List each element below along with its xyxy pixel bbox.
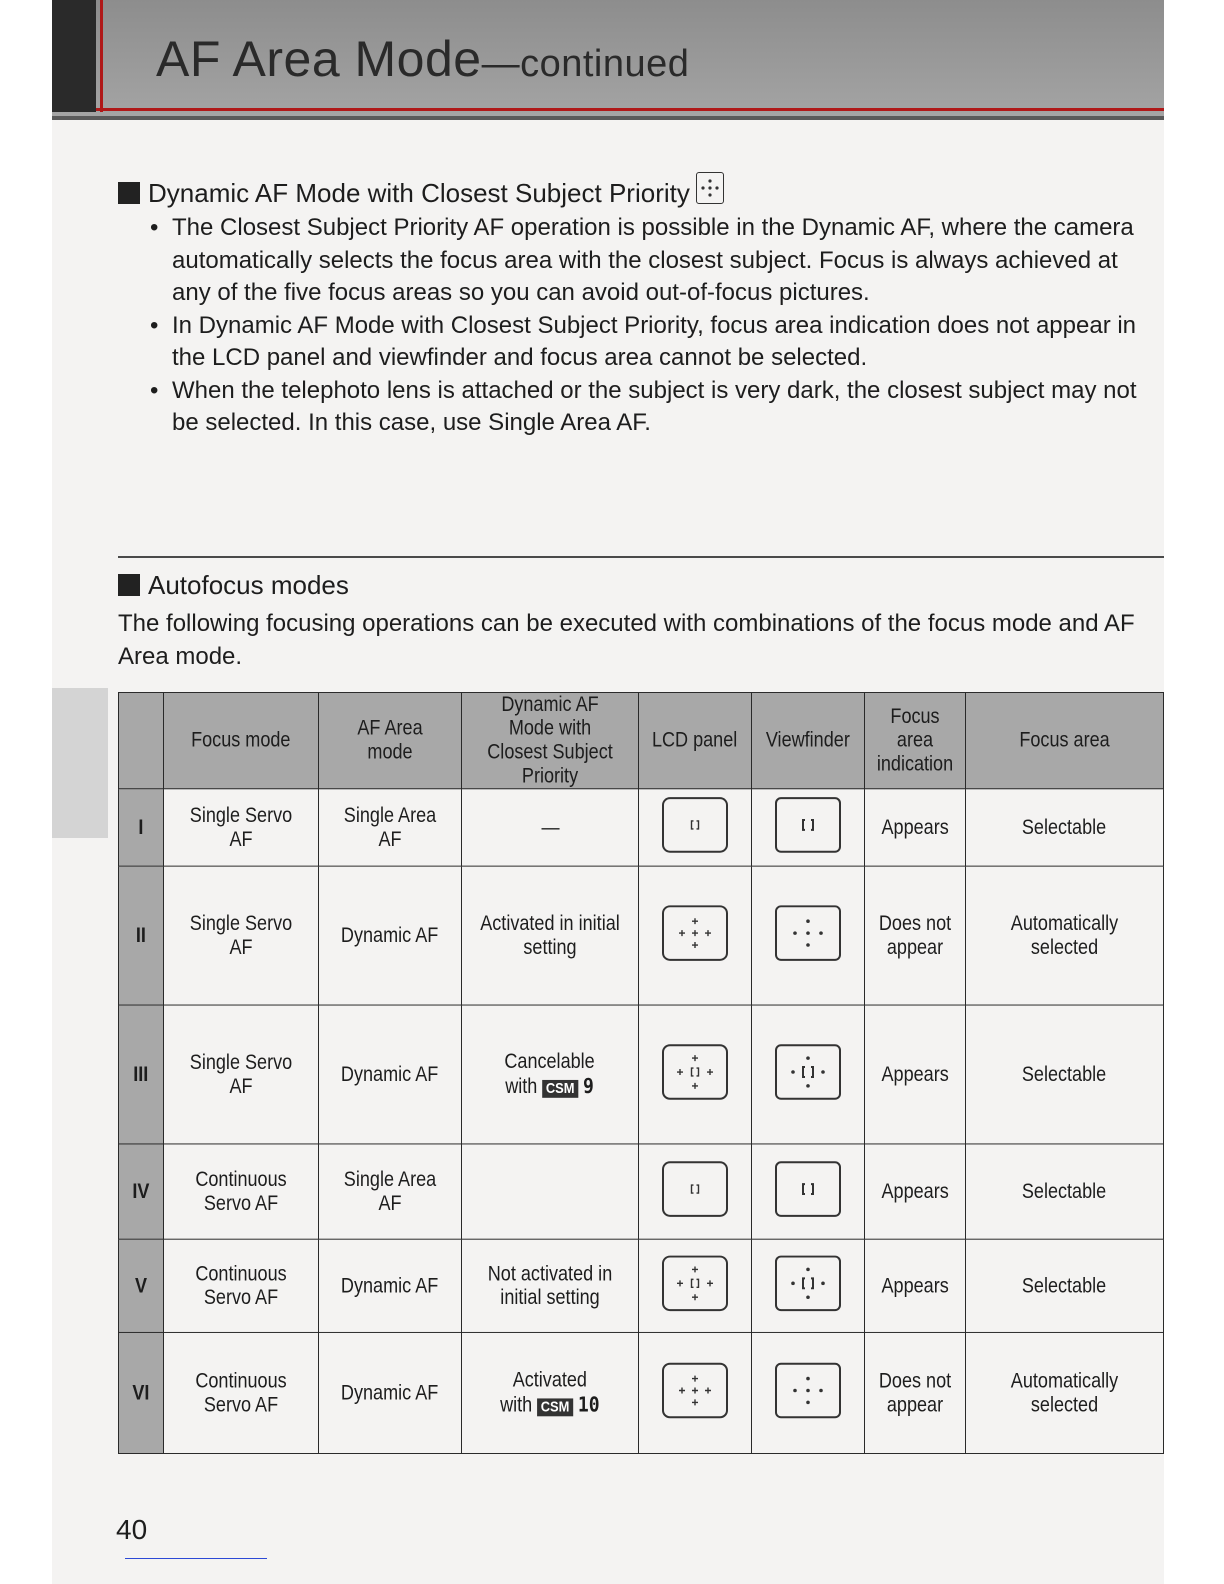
row-number-cell: III <box>119 1005 164 1144</box>
dynamic-prefix: Activated <box>512 1368 588 1392</box>
dynamic-priority-cell: — <box>462 789 639 866</box>
footer-link-line <box>125 1558 267 1559</box>
focus-area-indication-cell: Does not appear <box>865 866 966 1005</box>
af-area-mode-cell: Single Area AF <box>319 789 462 866</box>
viewfinder-cell <box>752 1144 865 1239</box>
dynamic-prefix: Cancelable <box>504 1050 596 1073</box>
focus-mode-cell: Single Servo AF <box>164 866 319 1005</box>
single-area-lcd-icon <box>662 1161 728 1217</box>
dynamic-lcd-icon <box>662 1044 728 1100</box>
focus-area-indication-cell: Does not appear <box>865 1332 966 1453</box>
af-area-mode-cell: Dynamic AF <box>319 1005 462 1144</box>
lcd-panel-cell <box>639 1144 752 1239</box>
focus-area-cell: Automatically selected <box>966 1332 1164 1453</box>
header-cell: Focus area indication <box>865 692 966 788</box>
page-number: 40 <box>116 1514 148 1545</box>
table-header-row <box>119 692 1164 788</box>
closest-subject-lcd-icon <box>662 1362 728 1418</box>
focus-area-cell: Selectable <box>966 1239 1164 1332</box>
section-divider <box>118 556 1164 558</box>
section2-intro: The following focusing operations can be executed with combinations of the focus mode and AF Area mode. <box>118 610 1135 670</box>
focus-area-indication-cell: Appears <box>865 789 966 866</box>
csm-icon: CSM <box>543 1080 579 1098</box>
closest-subject-vf-icon <box>775 905 841 961</box>
table-row <box>119 1239 1164 1332</box>
row-number-cell: I <box>119 789 164 866</box>
viewfinder-cell <box>752 789 865 866</box>
dynamic-vf-icon <box>775 1255 841 1311</box>
header-accent-line <box>100 0 103 112</box>
header-accent-rule <box>96 108 1164 111</box>
single-area-lcd-icon <box>662 797 728 853</box>
lcd-panel-cell <box>639 1332 752 1453</box>
focus-area-indication-cell: Appears <box>865 1005 966 1144</box>
title-main: AF Area Mode <box>156 31 482 87</box>
af-area-mode-cell: Dynamic AF <box>319 1239 462 1332</box>
lcd-panel-cell <box>639 1005 752 1144</box>
dynamic-priority-cell <box>462 1332 639 1453</box>
header-cell: Focus area <box>966 692 1164 788</box>
row-number-cell: VI <box>119 1332 164 1453</box>
table-row <box>119 1332 1164 1453</box>
viewfinder-cell <box>752 866 865 1005</box>
dynamic-with: with <box>505 1074 538 1098</box>
dynamic-priority-cell <box>462 1144 639 1239</box>
dynamic-with: with <box>500 1393 533 1417</box>
table-row <box>119 1005 1164 1144</box>
focus-area-indication-cell: Appears <box>865 1144 966 1239</box>
closest-subject-vf-icon <box>775 1362 841 1418</box>
table-row <box>119 789 1164 866</box>
header-rule <box>52 116 1164 120</box>
page-title <box>156 30 689 88</box>
dynamic-priority-cell: Activated in initial setting <box>462 866 639 1005</box>
header-cell: Viewfinder <box>752 692 865 788</box>
table-row <box>119 866 1164 1005</box>
lcd-panel-cell <box>639 789 752 866</box>
header-cell: Focus mode <box>164 692 319 788</box>
af-area-mode-cell: Single Area AF <box>319 1144 462 1239</box>
focus-area-cell: Selectable <box>966 1005 1164 1144</box>
single-area-vf-icon <box>775 797 841 853</box>
side-tab <box>52 688 108 838</box>
header-cell: AF Area mode <box>319 692 462 788</box>
section-heading-closest-subject <box>118 172 724 209</box>
row-number-cell: II <box>119 866 164 1005</box>
af-area-mode-cell: Dynamic AF <box>319 866 462 1005</box>
focus-mode-cell: Single Servo AF <box>164 1005 319 1144</box>
row-number-cell: IV <box>119 1144 164 1239</box>
chapter-tab <box>52 0 96 112</box>
focus-area-cell: Selectable <box>966 1144 1164 1239</box>
square-bullet-icon <box>118 182 140 204</box>
row-number-cell: V <box>119 1239 164 1332</box>
section2-heading: Autofocus modes <box>148 570 349 600</box>
header-cell: Dynamic AF Mode with Closest Subject Priority <box>462 692 639 788</box>
closest-subject-priority-icon <box>696 172 724 204</box>
viewfinder-cell <box>752 1005 865 1144</box>
lcd-panel-cell <box>639 1239 752 1332</box>
focus-area-cell: Automatically selected <box>966 866 1164 1005</box>
bullet-item: • When the telephoto lens is attached or the subject is very dark, the closest subject may not be selected. In this case, use Single Area AF. <box>150 375 1140 440</box>
bullet-item: • The Closest Subject Priority AF operation is possible in the Dynamic AF, where the camera automatically selects the focus area with the closest subject. Focus is always achieved at any of the five focus areas so you can avoid out-of-focus pictures. <box>150 212 1140 310</box>
dynamic-vf-icon <box>775 1044 841 1100</box>
header-cell: LCD panel <box>639 692 752 788</box>
focus-area-cell: Selectable <box>966 789 1164 866</box>
section1-heading: Dynamic AF Mode with Closest Subject Priority <box>148 178 690 208</box>
autofocus-modes-table <box>118 692 1164 1454</box>
viewfinder-cell <box>752 1332 865 1453</box>
af-area-mode-cell: Dynamic AF <box>319 1332 462 1453</box>
table-row <box>119 1144 1164 1239</box>
dynamic-priority-cell <box>462 1005 639 1144</box>
lcd-panel-cell <box>639 866 752 1005</box>
closest-subject-lcd-icon <box>662 905 728 961</box>
header-cell-num <box>119 692 164 788</box>
viewfinder-cell <box>752 1239 865 1332</box>
dynamic-lcd-icon <box>662 1255 728 1311</box>
title-suffix: —continued <box>481 43 690 85</box>
dynamic-priority-cell: Not activated in initial setting <box>462 1239 639 1332</box>
bullet-item: • In Dynamic AF Mode with Closest Subject Priority, focus area indication does not appear in the LCD panel and viewfinder and focus area cannot be selected. <box>150 310 1140 375</box>
csm-number: 9 <box>583 1073 595 1098</box>
focus-mode-cell: Continuous Servo AF <box>164 1332 319 1453</box>
section1-bullets <box>150 212 1140 440</box>
csm-icon: CSM <box>537 1398 573 1416</box>
csm-number: 10 <box>577 1392 600 1417</box>
focus-area-indication-cell: Appears <box>865 1239 966 1332</box>
section-heading-autofocus-modes <box>118 570 349 601</box>
single-area-vf-icon <box>775 1161 841 1217</box>
focus-mode-cell: Single Servo AF <box>164 789 319 866</box>
focus-mode-cell: Continuous Servo AF <box>164 1239 319 1332</box>
square-bullet-icon <box>118 574 140 596</box>
focus-mode-cell: Continuous Servo AF <box>164 1144 319 1239</box>
